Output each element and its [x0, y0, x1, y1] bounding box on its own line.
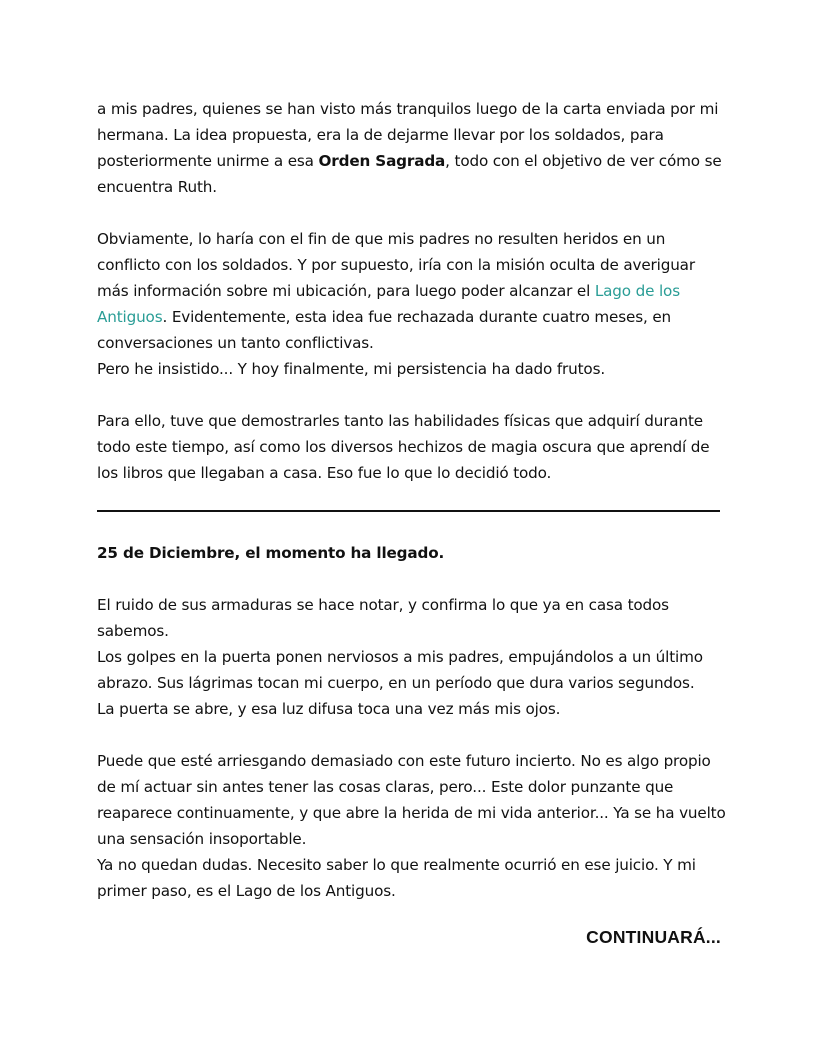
paragraph-knocks: Los golpes en la puerta ponen nerviosos a mis padres, empujándolos a un último abrazo. Sus lágrimas tocan mi cuerpo, en un período que dura varios segundos. — [97, 648, 703, 692]
paragraph-demonstration: Para ello, tuve que demostrarles tanto las habilidades físicas que adquirí durante todo este tiempo, así como los diversos hechizos de magia oscura que aprendí de los libros que llegaban a casa. Eso fue lo que lo decidió todo. — [97, 412, 710, 482]
highlight-lago-de-los-antiguos: Lago de los Antiguos — [97, 282, 680, 326]
paragraph-letter — [97, 96, 727, 200]
upper-text-block — [97, 96, 727, 486]
bold-term-orden-sagrada: Orden Sagrada — [318, 152, 446, 170]
paragraph-text: . Evidentemente, esta idea fue rechazada durante cuatro meses, en conversaciones un tanto conflictivas. — [97, 308, 671, 352]
paragraph-uncertain-future: Puede que esté arriesgando demasiado con este futuro incierto. No es algo propio de mí actuar sin antes tener las cosas claras, pero... Este dolor punzante que reaparece continuamente, y que abre la herida de mi vida anterior... Ya se ha vuelto una sensación insoportable. — [97, 752, 726, 848]
paragraph-gap — [97, 566, 727, 592]
paragraph-insisted: Pero he insistido... Y hoy finalmente, mi persistencia ha dado frutos. — [97, 360, 606, 378]
paragraph-no-doubts: Ya no quedan dudas. Necesito saber lo que realmente ocurrió en ese juicio. Y mi primer paso, es el Lago de los Antiguos. — [97, 856, 696, 900]
paragraph-text: Obviamente, lo haría con el fin de que mis padres no resulten heridos en un conflicto con los soldados. Y por supuesto, iría con la misión oculta de averiguar más información sobre mi ubicación, para luego poder alcanzar el — [97, 230, 695, 300]
paragraph-gap — [97, 382, 727, 408]
continue-label: CONTINUARÁ... — [586, 927, 721, 947]
section-heading: 25 de Diciembre, el momento ha llegado. — [97, 544, 445, 562]
paragraph-gap — [97, 722, 727, 748]
paragraph-gap — [97, 200, 727, 226]
paragraph-text: , todo con el objetivo de ver cómo se encuentra Ruth. — [97, 152, 722, 196]
section-divider — [97, 510, 720, 512]
lower-text-block — [97, 540, 727, 904]
paragraph-text: a mis padres, quienes se han visto más tranquilos luego de la carta enviada por mi hermana. La idea propuesta, era la de dejarme llevar por los soldados, para posteriormente unirme a esa — [97, 100, 719, 170]
paragraph-armor: El ruido de sus armaduras se hace notar, y confirma lo que ya en casa todos sabemos. — [97, 596, 669, 640]
paragraph-mission — [97, 226, 727, 356]
paragraph-door: La puerta se abre, y esa luz difusa toca una vez más mis ojos. — [97, 700, 561, 718]
